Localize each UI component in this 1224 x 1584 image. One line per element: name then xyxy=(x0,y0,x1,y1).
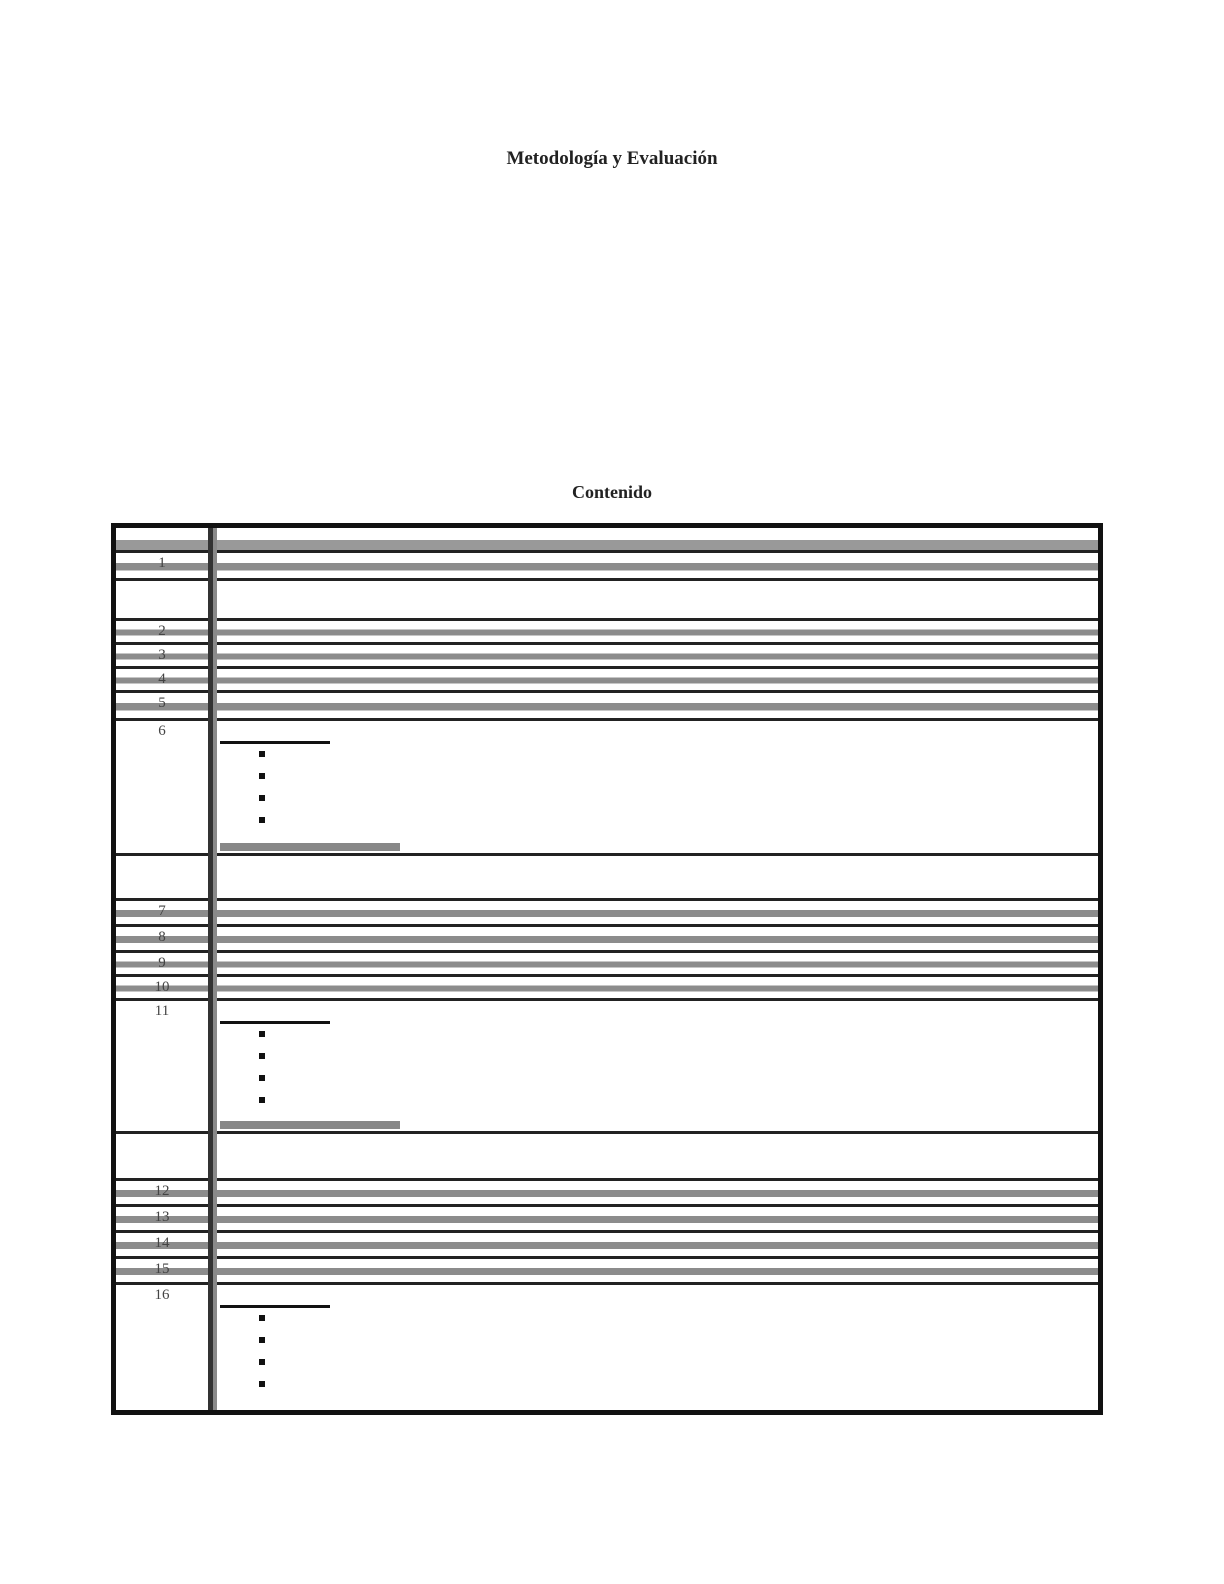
week-number: 2 xyxy=(158,623,166,639)
bullet-icon xyxy=(259,1337,265,1343)
table-row xyxy=(116,1204,1098,1230)
schedule-table xyxy=(111,523,1103,1415)
intro-paragraph xyxy=(105,203,1105,437)
bullet-icon xyxy=(259,1359,265,1365)
table-row xyxy=(116,1256,1098,1282)
list-item xyxy=(251,1045,285,1067)
week-number: 4 xyxy=(158,671,166,687)
case-study-footer xyxy=(220,1121,400,1129)
week-number: 15 xyxy=(154,1261,170,1277)
bullet-icon xyxy=(259,817,265,823)
list-item xyxy=(251,1373,285,1395)
week-number: 14 xyxy=(154,1235,170,1251)
list-item xyxy=(251,743,285,765)
bullet-icon xyxy=(259,1381,265,1387)
contents-heading: Contenido xyxy=(571,482,652,502)
week-number: 8 xyxy=(158,929,166,945)
week-number: 11 xyxy=(154,1003,170,1019)
case-study-footer xyxy=(220,843,400,851)
block-title-row xyxy=(116,853,1098,898)
case-study-row xyxy=(116,1282,1098,1410)
list-item xyxy=(251,1329,285,1351)
week-number: 6 xyxy=(158,723,166,739)
table-row xyxy=(116,1178,1098,1204)
table-row xyxy=(116,690,1098,718)
list-item xyxy=(251,1351,285,1373)
bullet-icon xyxy=(259,1075,265,1081)
case-study-list xyxy=(251,1307,285,1395)
week-number: 3 xyxy=(158,647,166,663)
week-number: 13 xyxy=(154,1209,170,1225)
table-row xyxy=(116,950,1098,974)
table-row xyxy=(116,550,1098,578)
table-row xyxy=(116,924,1098,950)
bullet-icon xyxy=(259,1097,265,1103)
bullet-icon xyxy=(259,773,265,779)
table-row xyxy=(116,618,1098,642)
table-row xyxy=(116,898,1098,924)
list-item xyxy=(251,809,285,831)
table-row xyxy=(116,642,1098,666)
case-study-list xyxy=(251,743,285,831)
list-item xyxy=(251,1307,285,1329)
list-item xyxy=(251,765,285,787)
table-row xyxy=(116,666,1098,690)
bullet-icon xyxy=(259,1053,265,1059)
bullet-icon xyxy=(259,751,265,757)
case-study-list xyxy=(251,1023,285,1111)
week-number: 16 xyxy=(154,1287,170,1303)
week-number: 12 xyxy=(154,1183,170,1199)
week-number: 1 xyxy=(158,555,166,571)
column-separator xyxy=(208,528,213,1410)
list-item xyxy=(251,787,285,809)
case-study-row xyxy=(116,718,1098,853)
block-title-row xyxy=(116,1131,1098,1178)
table-header-row xyxy=(116,528,1098,550)
block-title-row xyxy=(116,578,1098,618)
bullet-icon xyxy=(259,795,265,801)
bullet-icon xyxy=(259,1031,265,1037)
week-number: 9 xyxy=(158,955,166,971)
list-item xyxy=(251,1023,285,1045)
week-number: 5 xyxy=(158,695,166,711)
week-number: 7 xyxy=(158,903,166,919)
case-study-row xyxy=(116,998,1098,1131)
table-row xyxy=(116,974,1098,998)
week-number: 10 xyxy=(154,979,170,995)
bullet-icon xyxy=(259,1315,265,1321)
page-title: Metodología y Evaluación xyxy=(506,148,718,169)
table-row xyxy=(116,1230,1098,1256)
list-item xyxy=(251,1089,285,1111)
list-item xyxy=(251,1067,285,1089)
